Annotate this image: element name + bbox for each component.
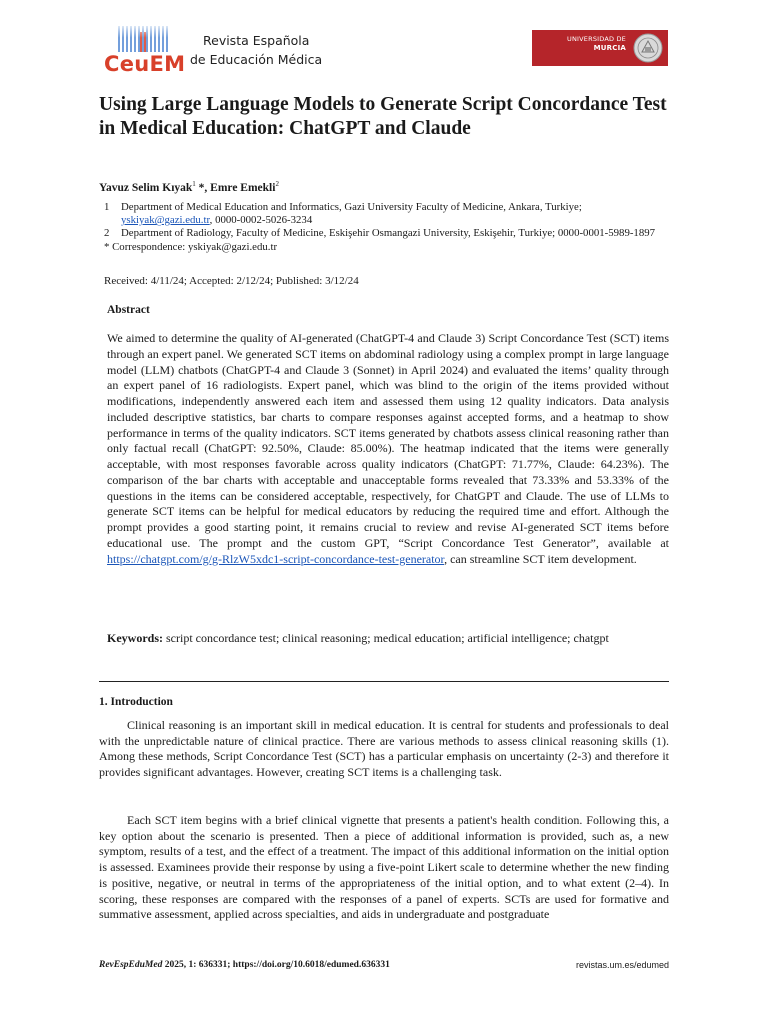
- affiliation-orcid: , 0000-0002-5026-3234: [209, 214, 313, 227]
- university-seal-icon: [632, 32, 664, 64]
- journal-name-line1: Revista Española: [203, 33, 310, 48]
- keywords: [107, 630, 669, 646]
- author-list: [99, 180, 279, 194]
- affiliation-item: [104, 227, 674, 240]
- abstract-text: We aimed to determine the quality of AI-generated (ChatGPT-4 and Claude 3) Script Concordance Test (SCT) items through an expert panel. We generated SCT items on abdominal radiology using a complex prompt in large language model (LLM) chatbots (ChatGPT-4 and Claude 3 (Sonnet) in April 2024) and evaluated the items’ quality through an expert panel of 16 radiologists. Expert panel, which was blind to the origin of the items provided without modifications, independently answered each item and assessed them using 12 quality indicators. Data analysis included descriptive statistics, bar charts to compare responses against accepted forms, and a heatmap to show performance in terms of the quality indicators. SCT items generated by chatbots assess clinical reasoning rather than only factual recall (ChatGPT: 92.50%, Claude: 85.00%). The heatmap indicated that the items were generally acceptable, with most responses favorable across quality indicators (ChatGPT: 71.77%, Claude: 64.23%). The comparison of the bar charts with acceptable and unacceptable forms revealed that 73.33% and 53.33% of the questions in the items can be considered acceptable, respectively, for ChatGPT and Claude. The use of LLMs to generate SCT items can be helpful for medical educators by reducing the required time and effort. Although the prompt provides a good starting point, it remains crucial to review and revise AI-generated SCT items before educational use. The prompt and the custom GPT, “Script Concordance Test Generator”, available at: [107, 331, 669, 550]
- ceuem-logo: [104, 26, 186, 78]
- correspondence: * Correspondence: yskiyak@gazi.edu.tr: [104, 240, 278, 253]
- journal-name: [190, 31, 322, 69]
- publication-dates: Received: 4/11/24; Accepted: 2/12/24; Published: 3/12/24: [104, 275, 359, 287]
- abstract-body: [107, 331, 669, 567]
- university-line2: MURCIA: [593, 44, 626, 52]
- author-email-link[interactable]: yskiyak@gazi.edu.tr: [121, 214, 210, 227]
- affiliation-number: 2: [104, 227, 110, 240]
- abstract-end: , can streamline SCT item development.: [444, 551, 637, 566]
- corresponding-mark: *,: [195, 181, 211, 194]
- journal-abbreviation: RevEspEduMed: [99, 960, 163, 970]
- university-line1: UNIVERSIDAD DE: [567, 35, 626, 43]
- section-heading: 1. Introduction: [99, 696, 173, 708]
- intro-paragraph: Each SCT item begins with a brief clinical vignette that presents a patient's health condition. Following this, a key option about the scenario is presented. Then a piece of additional information is provided, such as, a new symptom, results of a test, and the effect of a treatment. The impact of this additional information on the initial option is assessed. Examinees provide their response by using a five-point Likert scale to determine whether the new finding is positive, negative, or neutral in terms of the appropriateness of the initial option, and to what extent (2–4). In scoring, these responses are compared with the responses of a panel of experts. SCTs are used for formative and summative assessment, applied across specialties, and aids in undergraduate and postgraduate: [99, 813, 669, 922]
- logo-wordmark: CeuEM: [104, 52, 186, 76]
- author-superscript: 2: [275, 180, 279, 188]
- affiliation-item: [104, 201, 674, 227]
- logo-grid-graphic: [118, 26, 168, 52]
- affiliations: [104, 201, 674, 254]
- author-name: Emre Emekli: [210, 181, 276, 194]
- author-superscript: 1: [192, 180, 196, 188]
- university-logo-text: [567, 35, 626, 53]
- abstract-heading: Abstract: [107, 304, 150, 316]
- author-name: Yavuz Selim Kıyak: [99, 181, 193, 194]
- affiliation-text: Department of Medical Education and Informatics, Gazi University Faculty of Medicine, Ankara, Turkiye;: [121, 201, 582, 213]
- keywords-label: Keywords:: [107, 631, 163, 645]
- footer-citation: [99, 960, 390, 970]
- intro-paragraph: Clinical reasoning is an important skill in medical education. It is central for students and professionals to deal with the unpredictable nature of clinical practice. There are various methods to assess clinical reasoning skills (1). Among these methods, Script Concordance Test (SCT) has a particular emphasis on uncertainty (2-3) and therefore it provides significant advantages. However, creating SCT items is a challenging task.: [99, 718, 669, 780]
- citation-text: 2025, 1: 636331; https://doi.org/10.6018/edumed.636331: [162, 960, 390, 970]
- custom-gpt-link[interactable]: https://chatgpt.com/g/g-RlzW5xdc1-script-concordance-test-generator: [107, 551, 445, 566]
- affiliation-number: 1: [104, 201, 110, 213]
- section-divider: [99, 681, 669, 682]
- article-title: Using Large Language Models to Generate Script Concordance Test in Medical Education: ChatGPT and Claude: [99, 94, 667, 139]
- keywords-text: script concordance test; clinical reasoning; medical education; artificial intelligence; chatgpt: [163, 631, 609, 645]
- affiliation-text: Department of Radiology, Faculty of Medicine, Eskişehir Osmangazi University, Eskişehir, Turkiye; 0000-0001-5989-1897: [121, 227, 656, 240]
- footer-site: revistas.um.es/edumed: [575, 960, 669, 970]
- university-murcia-logo: [532, 30, 668, 66]
- journal-name-line2: de Educación Médica: [190, 52, 323, 67]
